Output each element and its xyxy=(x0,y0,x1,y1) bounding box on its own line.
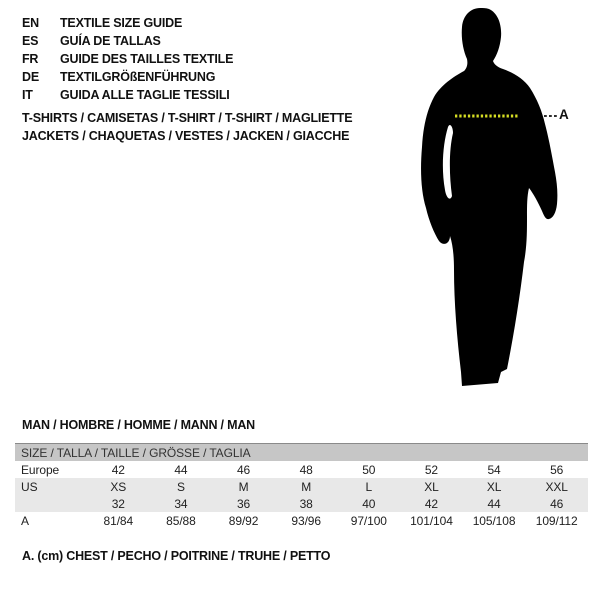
size-value: M xyxy=(301,479,312,494)
size-value: 42 xyxy=(111,462,125,477)
row-label: Europe xyxy=(21,462,60,477)
size-value: 101/104 xyxy=(410,513,453,528)
table-row-us-numeric xyxy=(15,495,588,512)
size-value: 89/92 xyxy=(228,513,259,528)
size-value: 42 xyxy=(424,496,439,511)
language-title: TEXTILGRÖßENFÜHRUNG xyxy=(60,70,216,84)
size-value: 54 xyxy=(487,462,501,477)
size-table xyxy=(15,443,588,529)
size-value: 44 xyxy=(174,462,188,477)
measurement-footnote: A. (cm) CHEST / PECHO / POITRINE / TRUHE / PETTO xyxy=(22,549,331,563)
size-value: 81/84 xyxy=(103,513,134,528)
section-title-man: MAN / HOMBRE / HOMME / MANN / MAN xyxy=(22,418,255,432)
size-value: 56 xyxy=(550,462,564,477)
size-value: 85/88 xyxy=(166,513,196,528)
size-value: 44 xyxy=(487,496,501,511)
size-value: 38 xyxy=(299,496,313,511)
table-row-us xyxy=(15,478,588,495)
size-value: 46 xyxy=(550,496,564,511)
size-value: 105/108 xyxy=(472,513,516,528)
size-value: 52 xyxy=(424,462,439,477)
size-value: 48 xyxy=(299,462,313,477)
size-value: XXL xyxy=(545,479,568,494)
measure-label-a: A xyxy=(559,107,569,122)
language-title: TEXTILE SIZE GUIDE xyxy=(60,16,183,30)
language-title: GUÍA DE TALLAS xyxy=(60,34,161,48)
language-code: IT xyxy=(22,88,33,102)
size-value: 109/112 xyxy=(535,513,578,528)
language-code: ES xyxy=(22,34,39,48)
size-value: XL xyxy=(424,479,439,494)
size-value: L xyxy=(365,479,373,494)
size-value: 32 xyxy=(111,496,125,511)
size-value: 50 xyxy=(362,462,376,477)
size-table-header: SIZE / TALLA / TAILLE / GRÖSSE / TAGLIA xyxy=(21,445,251,460)
size-value: 46 xyxy=(236,462,251,477)
category-line-jackets: JACKETS / CHAQUETAS / VESTES / JACKEN / GIACCHE xyxy=(22,129,350,143)
size-value: 93/96 xyxy=(291,513,321,528)
language-title: GUIDE DES TAILLES TEXTILE xyxy=(60,52,234,66)
size-value: XS xyxy=(110,479,127,494)
size-table-header-row xyxy=(15,444,588,461)
row-label: US xyxy=(21,479,38,494)
row-label: A xyxy=(21,513,29,528)
language-title: GUIDA ALLE TAGLIE TESSILI xyxy=(60,88,230,102)
language-code: DE xyxy=(22,70,39,84)
size-value: S xyxy=(176,479,185,494)
size-value: 97/100 xyxy=(350,513,387,528)
size-value: M xyxy=(238,479,249,494)
table-row-chest-cm xyxy=(15,512,588,529)
man-silhouette xyxy=(421,8,557,386)
size-value: 34 xyxy=(174,496,188,511)
size-value: 40 xyxy=(362,496,376,511)
category-line-tshirts: T-SHIRTS / CAMISETAS / T-SHIRT / T-SHIRT / MAGLIETTE xyxy=(22,111,353,125)
language-code: EN xyxy=(22,16,39,30)
size-value: 36 xyxy=(236,496,251,511)
language-code: FR xyxy=(22,52,39,66)
size-value: XL xyxy=(486,479,502,494)
table-row-europe xyxy=(15,461,588,478)
